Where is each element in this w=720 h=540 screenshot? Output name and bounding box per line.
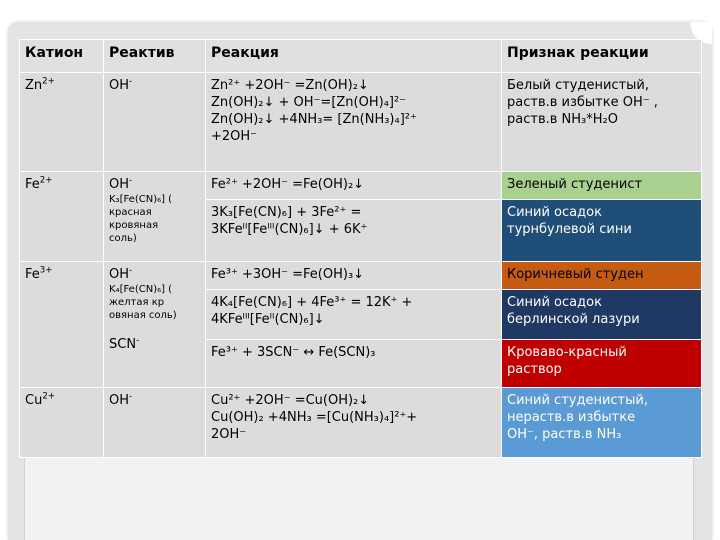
- reagent-oh-cu: OH: [109, 393, 130, 408]
- header-reagent: Реактив: [104, 40, 206, 73]
- reaction-cell-fe2-oh: [206, 172, 502, 200]
- reaction-cell-fe3-oh: [206, 262, 502, 290]
- header-sign: Признак реакции: [502, 40, 702, 73]
- reagent-line: соль): [109, 233, 137, 245]
- reagent-oh-zn: OH: [109, 78, 130, 93]
- reagent-yellow-salt: [109, 283, 200, 322]
- slide-lower-panel: [24, 458, 694, 540]
- reagent-line: K₃[Fe(CN)₆] (: [109, 194, 173, 206]
- table-row-zn: [20, 73, 702, 172]
- reaction-line: Fe³⁺ +3OH⁻ =Fe(OH)₃↓: [211, 267, 365, 282]
- reaction-line: Cu²⁺ +2OH⁻ =Cu(OH)₂↓: [211, 393, 370, 408]
- reagent-line: K₄[Fe(CN)₆] (: [109, 284, 173, 296]
- sign-line: OH⁻, раств.в NH₃: [507, 427, 622, 443]
- sign-line: Синий осадок: [507, 295, 602, 310]
- cation-cell-zn: [20, 73, 104, 172]
- reagent-cell-cu: [104, 388, 206, 458]
- sign-cell-zn: [502, 73, 702, 172]
- reagent-oh-fe3: OH: [109, 267, 130, 282]
- reagent-oh-charge-fe2: -: [129, 175, 133, 186]
- reagent-line: красная: [109, 207, 152, 219]
- reagent-cell-fe3: [104, 262, 206, 388]
- reaction-line: 3KFeᴵᴵ[Feᴵᴵᴵ(CN)₆]↓ + 6K⁺: [211, 222, 368, 238]
- reagent-oh-charge-cu: -: [129, 391, 133, 402]
- reaction-cell-fe3-scn: [206, 340, 502, 388]
- reaction-line: 4K₄[Fe(CN)₆] + 4Fe³⁺ = 12K⁺ +: [211, 295, 413, 310]
- reaction-line: Cu(OH)₂ +4NH₃ =[Cu(NH₃)₄]²⁺+: [211, 410, 418, 426]
- reaction-cell-fe3-prussian: [206, 290, 502, 340]
- sign-line: раств.в избытке OH⁻ ,: [507, 95, 658, 111]
- sign-line: Коричневый студен: [507, 267, 644, 282]
- table-row-fe2-a: [20, 172, 702, 200]
- cation-cell-fe2: [20, 172, 104, 262]
- reagent-scn: SCN: [109, 337, 137, 353]
- reaction-line: +2OH⁻: [211, 129, 258, 145]
- reaction-line: Fe²⁺ +2OH⁻ =Fe(OH)₂↓: [211, 177, 365, 192]
- reagent-oh-fe2: OH: [109, 177, 130, 192]
- sign-line: Кроваво-красный: [507, 345, 627, 360]
- cation-charge-fe2: 2+: [39, 175, 53, 186]
- sign-cell-fe3-blood: [502, 340, 702, 388]
- reagent-scn-charge: -: [136, 335, 140, 346]
- reaction-line: 3K₃[Fe(CN)₆] + 3Fe²⁺ =: [211, 205, 362, 220]
- reagent-oh-charge-zn: -: [129, 76, 133, 87]
- sign-line: берлинской лазури: [507, 312, 640, 328]
- header-reaction: Реакция: [206, 40, 502, 73]
- sign-line: раств.в NH₃*H₂O: [507, 112, 618, 128]
- sign-line: Белый студенистый,: [507, 78, 649, 93]
- reagent-red-salt: [109, 193, 200, 245]
- sign-cell-fe3-prussian: [502, 290, 702, 340]
- sign-line: раствор: [507, 362, 562, 378]
- reagent-cell-zn: [104, 73, 206, 172]
- sign-line: турнбулевой сини: [507, 222, 632, 238]
- reaction-line: 2OH⁻: [211, 427, 247, 443]
- reaction-cell-fe2-turnbull: [206, 200, 502, 262]
- cation-zn: Zn: [25, 78, 43, 93]
- cation-charge-zn: 2+: [42, 76, 55, 87]
- sign-line: нераств.в избытке: [507, 410, 636, 426]
- reagent-line: овяная соль): [109, 310, 177, 322]
- cation-fe2: Fe: [25, 177, 40, 192]
- reaction-line: Fe³⁺ + 3SCN⁻ ↔ Fe(SCN)₃: [211, 345, 376, 360]
- reaction-line: Zn(OH)₂↓ +4NH₃= [Zn(NH₃)₄]²⁺: [211, 112, 417, 128]
- sign-cell-fe3-brown: [502, 262, 702, 290]
- reaction-line: 4KFeᴵᴵᴵ[Feᴵᴵ(CN)₆]↓: [211, 312, 325, 328]
- table-row-fe3-a: [20, 262, 702, 290]
- reagent-line: кровяная: [109, 220, 159, 232]
- cation-charge-cu: 2+: [42, 391, 55, 402]
- reagent-line: желтая кр: [109, 297, 165, 309]
- reaction-line: Zn(OH)₂↓ + OH⁻=[Zn(OH)₄]²⁻: [211, 95, 407, 111]
- header-row: [20, 40, 702, 73]
- sign-cell-fe2-green: [502, 172, 702, 200]
- sign-cell-cu: [502, 388, 702, 458]
- sign-line: Синий студенистый,: [507, 393, 648, 408]
- table-row-cu: [20, 388, 702, 458]
- reagent-oh-charge-fe3: -: [129, 265, 133, 276]
- reactions-table: [19, 39, 702, 458]
- cation-charge-fe3: 3+: [39, 265, 53, 276]
- reaction-line: Zn²⁺ +2OH⁻ =Zn(OH)₂↓: [211, 78, 369, 93]
- header-cation: Катион: [20, 40, 104, 73]
- cation-cell-cu: [20, 388, 104, 458]
- reagent-cell-fe2: [104, 172, 206, 262]
- cation-cu: Cu: [25, 393, 43, 408]
- reaction-cell-cu: [206, 388, 502, 458]
- cation-fe3: Fe: [25, 267, 40, 282]
- sign-cell-fe2-turnbull: [502, 200, 702, 262]
- sign-line: Зеленый студенист: [507, 177, 643, 192]
- cation-cell-fe3: [20, 262, 104, 388]
- sign-line: Синий осадок: [507, 205, 602, 220]
- reaction-cell-zn: [206, 73, 502, 172]
